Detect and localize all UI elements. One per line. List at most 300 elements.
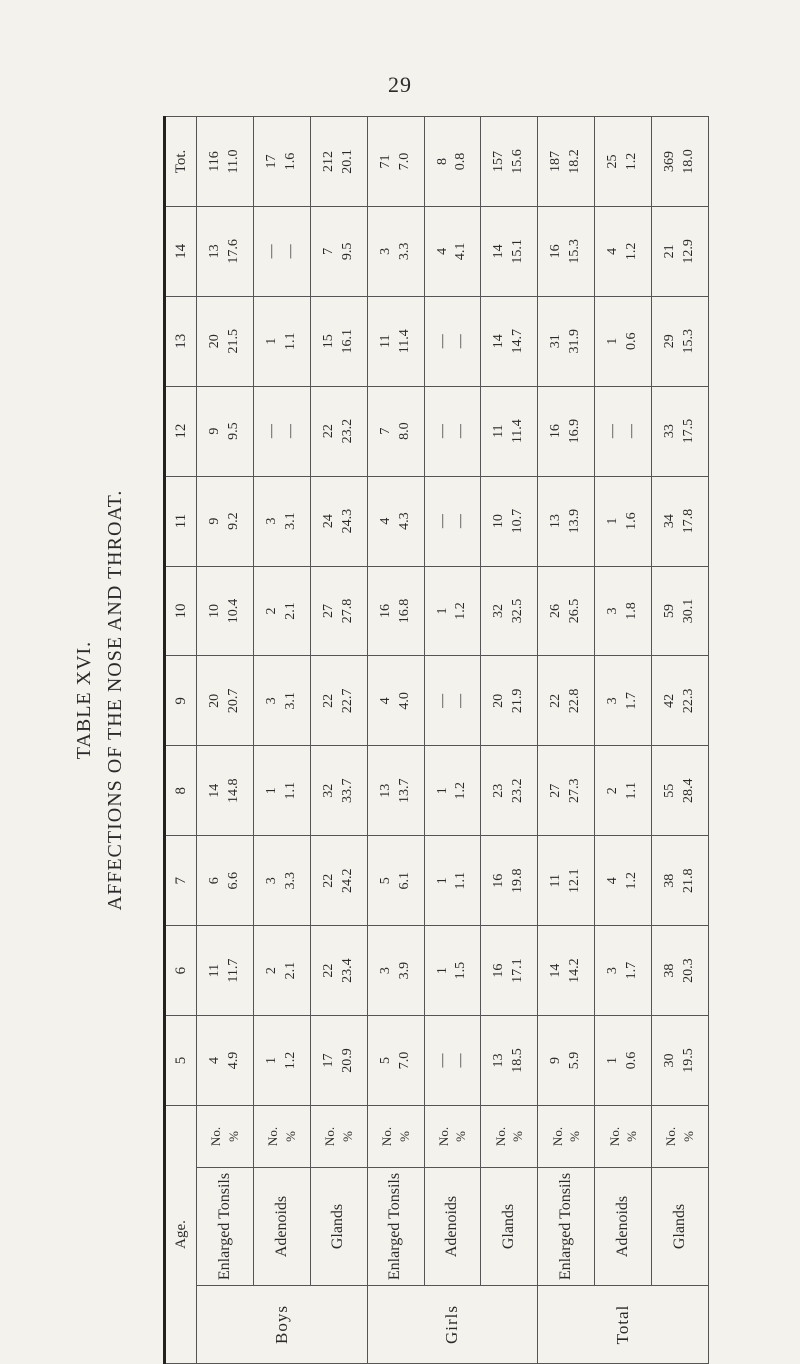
value-cell xyxy=(367,117,424,207)
count-value: 32 xyxy=(491,603,507,618)
count-value: 22 xyxy=(320,424,336,439)
value-cell xyxy=(652,296,709,386)
table-heading xyxy=(69,490,131,911)
value-cell xyxy=(310,566,367,656)
value-cell xyxy=(424,476,481,566)
percent-value: 12.9 xyxy=(681,239,696,264)
percent-value: 1.5 xyxy=(453,961,469,980)
count-value: 3 xyxy=(263,697,279,705)
count-value: 22 xyxy=(548,693,564,708)
count-value: 71 xyxy=(377,154,393,169)
count-value: 10 xyxy=(491,514,507,529)
count-value: 9 xyxy=(207,427,223,435)
count-value: 8 xyxy=(434,157,450,165)
empty-dash: — xyxy=(434,1053,450,1068)
percent-value: 21.9 xyxy=(510,688,526,714)
percent-value: 3.9 xyxy=(396,961,412,980)
percent-value: 19.8 xyxy=(510,868,526,893)
value-cell xyxy=(424,206,481,296)
percent-value: 11.0 xyxy=(225,149,241,174)
value-cell xyxy=(367,206,424,296)
group-label: Boys xyxy=(197,1286,368,1364)
value-cell xyxy=(197,206,254,296)
count-value: 13 xyxy=(207,244,223,259)
percent-value: 7.0 xyxy=(396,1051,412,1070)
count-value: 1 xyxy=(434,877,450,885)
count-value: 7 xyxy=(320,247,336,255)
table-row xyxy=(253,117,310,1364)
percent-value: 15.3 xyxy=(681,329,696,354)
percent-value: 11.4 xyxy=(510,419,526,444)
count-value: 187 xyxy=(548,150,564,172)
value-cell xyxy=(538,566,595,656)
count-value: 4 xyxy=(377,517,393,525)
value-cell xyxy=(595,206,652,296)
count-value: 3 xyxy=(377,967,393,975)
value-cell xyxy=(367,836,424,926)
value-cell xyxy=(424,296,481,386)
table-body xyxy=(197,117,709,1364)
percent-value: 0.6 xyxy=(624,1051,640,1070)
table-row xyxy=(595,117,652,1364)
no-label: No. xyxy=(379,1126,395,1147)
value-cell xyxy=(197,836,254,926)
count-value: 55 xyxy=(662,783,678,798)
age-column-header: 11 xyxy=(165,476,197,566)
count-value: 16 xyxy=(548,424,564,439)
empty-dash: — xyxy=(282,424,298,439)
table-row xyxy=(367,117,424,1364)
count-value: 17 xyxy=(320,1053,336,1068)
count-value: 11 xyxy=(491,424,507,438)
empty-dash: — xyxy=(453,424,469,439)
value-cell xyxy=(595,836,652,926)
percent-value: 7.0 xyxy=(396,152,412,171)
value-cell xyxy=(424,117,481,207)
value-cell xyxy=(424,926,481,1016)
percent-value: 21.8 xyxy=(681,868,696,893)
count-value: 20 xyxy=(491,693,507,708)
percent-value: 20.7 xyxy=(225,688,241,714)
percent-value: 22.7 xyxy=(339,688,355,714)
value-cell xyxy=(424,656,481,746)
value-cell xyxy=(253,476,310,566)
percent-value: 12.1 xyxy=(567,868,583,893)
count-value: 22 xyxy=(320,963,336,978)
percent-value: 9.5 xyxy=(225,422,241,440)
pct-label: % xyxy=(396,1131,412,1142)
count-value: 4 xyxy=(605,247,621,255)
count-value: 15 xyxy=(320,334,336,349)
value-cell xyxy=(595,117,652,207)
count-value: 9 xyxy=(548,1057,564,1065)
table-row xyxy=(310,117,367,1364)
value-cell xyxy=(652,746,709,836)
table-row xyxy=(538,117,595,1364)
count-value: 13 xyxy=(377,783,393,798)
count-value: 157 xyxy=(491,150,507,172)
percent-value: 24.3 xyxy=(339,508,355,534)
percent-value: 4.3 xyxy=(396,512,412,530)
value-cell xyxy=(652,206,709,296)
table-number: TABLE XVI. xyxy=(73,640,95,760)
value-cell xyxy=(538,746,595,836)
percent-value: 1.6 xyxy=(282,152,298,171)
value-cell xyxy=(652,386,709,476)
percent-value: 15.6 xyxy=(510,149,526,174)
percent-value: 3.3 xyxy=(282,871,298,890)
value-cell xyxy=(481,566,538,656)
page-number: 29 xyxy=(388,72,412,97)
percent-value: 2.1 xyxy=(282,961,298,980)
percent-value: 3.1 xyxy=(282,512,298,530)
age-column-header: 5 xyxy=(165,1016,197,1106)
percent-value: 20.9 xyxy=(339,1048,355,1073)
percent-value: 1.1 xyxy=(453,871,469,890)
count-value: 16 xyxy=(491,873,507,888)
value-cell xyxy=(538,386,595,476)
percent-value: 14.2 xyxy=(567,958,583,983)
value-cell xyxy=(481,656,538,746)
value-cell xyxy=(367,476,424,566)
count-value: 34 xyxy=(662,514,678,529)
count-value: 14 xyxy=(548,963,564,978)
percent-value: 13.9 xyxy=(567,508,583,534)
count-value: 369 xyxy=(662,150,678,172)
percent-value: 32.5 xyxy=(510,598,526,624)
percent-value: 4.0 xyxy=(396,692,412,710)
pct-label: % xyxy=(624,1131,640,1142)
value-cell xyxy=(367,566,424,656)
no-label: No. xyxy=(492,1126,508,1147)
percent-value: 1.1 xyxy=(624,782,640,800)
count-value: 21 xyxy=(662,244,678,259)
count-value: 31 xyxy=(548,334,564,349)
value-cell xyxy=(197,746,254,836)
table-row xyxy=(197,117,254,1364)
table-row xyxy=(481,117,538,1364)
value-cell xyxy=(367,926,424,1016)
value-cell xyxy=(197,296,254,386)
value-cell xyxy=(253,746,310,836)
value-cell xyxy=(197,656,254,746)
value-cell xyxy=(367,746,424,836)
count-value: 25 xyxy=(605,154,621,169)
count-value: 32 xyxy=(320,783,336,798)
value-cell xyxy=(424,386,481,476)
value-cell xyxy=(197,386,254,476)
no-pct-label xyxy=(538,1105,595,1167)
percent-value: 1.6 xyxy=(624,512,640,530)
count-value: 14 xyxy=(491,334,507,349)
value-cell xyxy=(481,206,538,296)
value-cell xyxy=(595,926,652,1016)
age-column-header: 8 xyxy=(165,746,197,836)
percent-value: 1.7 xyxy=(624,961,640,980)
percent-value: 13.7 xyxy=(396,778,412,804)
percent-value: 17.1 xyxy=(510,958,526,983)
percent-value: 11.7 xyxy=(225,958,241,983)
value-cell xyxy=(253,926,310,1016)
value-cell xyxy=(652,476,709,566)
empty-dash: — xyxy=(453,1053,469,1068)
value-cell xyxy=(197,926,254,1016)
age-column-header: 12 xyxy=(165,386,197,476)
percent-value: 1.1 xyxy=(282,332,298,351)
group-label: Girls xyxy=(367,1286,538,1364)
count-value: 1 xyxy=(434,967,450,975)
count-value: 4 xyxy=(207,1057,223,1065)
percent-value: 15.3 xyxy=(567,239,583,264)
count-value: 11 xyxy=(548,873,564,888)
affections-table xyxy=(163,116,709,1364)
value-cell xyxy=(253,566,310,656)
percent-value: 3.1 xyxy=(282,692,298,710)
category-label: Adenoids xyxy=(424,1168,481,1286)
percent-value: 18.5 xyxy=(510,1048,526,1073)
count-value: 16 xyxy=(377,603,393,618)
percent-value: 4.1 xyxy=(453,242,469,261)
percent-value: 3.3 xyxy=(396,242,412,261)
count-value: 2 xyxy=(263,607,279,615)
percent-value: 8.0 xyxy=(396,422,412,440)
empty-dash: — xyxy=(624,424,640,439)
age-column-header: Tot. xyxy=(165,117,197,207)
count-value: 24 xyxy=(320,514,336,529)
count-value: 5 xyxy=(377,1057,393,1065)
category-label: Glands xyxy=(481,1168,538,1286)
no-pct-label xyxy=(481,1105,538,1167)
pct-label: % xyxy=(453,1131,469,1142)
percent-value: 16.8 xyxy=(396,598,412,624)
value-cell xyxy=(595,746,652,836)
value-cell xyxy=(253,386,310,476)
percent-value: 14.7 xyxy=(510,329,526,354)
count-value: 7 xyxy=(377,427,393,435)
age-column-header: 13 xyxy=(165,296,197,386)
value-cell xyxy=(253,296,310,386)
percent-value: 17.6 xyxy=(225,239,241,264)
no-label: No. xyxy=(606,1126,622,1147)
table-title: AFFECTIONS OF THE NOSE AND THROAT. xyxy=(104,489,126,911)
value-cell xyxy=(310,746,367,836)
count-value: 9 xyxy=(207,517,223,525)
category-label: Enlarged Tonsils xyxy=(367,1168,424,1286)
count-value: 26 xyxy=(548,603,564,618)
percent-value: 27.3 xyxy=(567,778,583,804)
count-value: 1 xyxy=(605,1057,621,1065)
no-pct-label xyxy=(310,1105,367,1167)
value-cell xyxy=(595,476,652,566)
count-value: 20 xyxy=(207,693,223,708)
empty-dash: — xyxy=(434,693,450,708)
percent-value: 1.1 xyxy=(282,782,298,800)
empty-dash: — xyxy=(282,244,298,259)
value-cell xyxy=(253,836,310,926)
value-cell xyxy=(538,926,595,1016)
percent-value: 1.2 xyxy=(453,602,469,620)
value-cell xyxy=(481,117,538,207)
percent-value: 17.5 xyxy=(681,418,696,444)
value-cell xyxy=(595,386,652,476)
no-label: No. xyxy=(322,1126,338,1147)
count-value: 33 xyxy=(662,424,678,439)
value-cell xyxy=(367,386,424,476)
no-pct-label xyxy=(424,1105,481,1167)
percent-value: 19.5 xyxy=(681,1048,696,1073)
count-value: 59 xyxy=(662,603,678,618)
percent-value: 23.4 xyxy=(339,958,355,983)
pct-label: % xyxy=(339,1131,355,1142)
value-cell xyxy=(310,836,367,926)
no-label: No. xyxy=(265,1126,281,1147)
count-value: 29 xyxy=(662,334,678,349)
percent-value: 5.9 xyxy=(567,1051,583,1070)
value-cell xyxy=(538,836,595,926)
count-value: 3 xyxy=(605,967,621,975)
value-cell xyxy=(197,476,254,566)
no-label: No. xyxy=(663,1126,679,1147)
no-pct-label xyxy=(367,1105,424,1167)
value-cell xyxy=(424,746,481,836)
percent-value: 21.5 xyxy=(225,329,241,354)
value-cell xyxy=(481,746,538,836)
value-cell xyxy=(424,836,481,926)
value-cell xyxy=(538,476,595,566)
count-value: 1 xyxy=(263,787,279,795)
count-value: 11 xyxy=(207,963,223,978)
category-label: Glands xyxy=(652,1168,709,1286)
empty-dash: — xyxy=(605,424,621,439)
count-value: 27 xyxy=(548,783,564,798)
percent-value: 1.8 xyxy=(624,602,640,620)
count-value: 2 xyxy=(605,787,621,795)
value-cell xyxy=(310,656,367,746)
value-cell xyxy=(538,206,595,296)
pct-label: % xyxy=(510,1131,526,1142)
age-header: Age. xyxy=(165,1105,197,1363)
table-row xyxy=(424,117,481,1364)
table-row xyxy=(652,117,709,1364)
value-cell xyxy=(538,296,595,386)
percent-value: 26.5 xyxy=(567,598,583,624)
value-cell xyxy=(595,566,652,656)
count-value: 3 xyxy=(605,697,621,705)
percent-value: 2.1 xyxy=(282,602,298,620)
percent-value: 24.2 xyxy=(339,868,355,893)
value-cell xyxy=(367,656,424,746)
percent-value: 9.5 xyxy=(339,242,355,261)
count-value: 212 xyxy=(320,150,336,172)
value-cell xyxy=(310,1016,367,1106)
value-cell xyxy=(424,566,481,656)
no-pct-label xyxy=(595,1105,652,1167)
pct-label: % xyxy=(567,1131,583,1142)
no-label: No. xyxy=(435,1126,451,1147)
percent-value: 1.2 xyxy=(624,242,640,261)
no-pct-label xyxy=(197,1105,254,1167)
count-value: 2 xyxy=(263,967,279,975)
percent-value: 18.0 xyxy=(681,149,696,174)
count-value: 10 xyxy=(207,603,223,618)
value-cell xyxy=(253,656,310,746)
percent-value: 16.9 xyxy=(567,418,583,444)
count-value: 20 xyxy=(207,334,223,349)
empty-dash: — xyxy=(263,244,279,259)
count-value: 1 xyxy=(605,517,621,525)
count-value: 116 xyxy=(207,151,223,172)
percent-value: 10.4 xyxy=(225,598,241,624)
pct-label: % xyxy=(225,1131,241,1142)
percent-value: 1.2 xyxy=(624,152,640,171)
pct-label: % xyxy=(681,1131,696,1142)
age-column-header: 10 xyxy=(165,566,197,656)
percent-value: 30.1 xyxy=(681,598,696,624)
percent-value: 16.1 xyxy=(339,329,355,354)
count-value: 3 xyxy=(377,247,393,255)
percent-value: 1.7 xyxy=(624,692,640,710)
percent-value: 15.1 xyxy=(510,239,526,264)
no-pct-label xyxy=(253,1105,310,1167)
count-value: 1 xyxy=(605,337,621,345)
value-cell xyxy=(538,117,595,207)
percent-value: 14.8 xyxy=(225,778,241,804)
value-cell xyxy=(310,296,367,386)
no-label: No. xyxy=(549,1126,565,1147)
value-cell xyxy=(652,656,709,746)
value-cell xyxy=(310,117,367,207)
value-cell xyxy=(595,1016,652,1106)
percent-value: 4.9 xyxy=(225,1051,241,1070)
value-cell xyxy=(310,476,367,566)
no-label: No. xyxy=(208,1126,224,1147)
percent-value: 1.2 xyxy=(282,1051,298,1070)
percent-value: 23.2 xyxy=(510,778,526,804)
count-value: 23 xyxy=(491,783,507,798)
percent-value: 17.8 xyxy=(681,508,696,534)
count-value: 38 xyxy=(662,963,678,978)
value-cell xyxy=(197,1016,254,1106)
count-value: 1 xyxy=(263,337,279,345)
count-value: 1 xyxy=(263,1057,279,1065)
value-cell xyxy=(652,117,709,207)
pct-label: % xyxy=(282,1131,298,1142)
count-value: 4 xyxy=(605,877,621,885)
value-cell xyxy=(310,386,367,476)
age-column-header: 7 xyxy=(165,836,197,926)
percent-value: 0.6 xyxy=(624,332,640,351)
age-column-header: 6 xyxy=(165,926,197,1016)
count-value: 13 xyxy=(491,1053,507,1068)
count-value: 27 xyxy=(320,603,336,618)
count-value: 38 xyxy=(662,873,678,888)
value-cell xyxy=(481,836,538,926)
data-table-container xyxy=(163,116,709,1364)
percent-value: 18.2 xyxy=(567,149,583,174)
count-value: 22 xyxy=(320,693,336,708)
count-value: 4 xyxy=(377,697,393,705)
value-cell xyxy=(310,926,367,1016)
empty-dash: — xyxy=(453,514,469,529)
percent-value: 1.2 xyxy=(624,871,640,890)
empty-dash: — xyxy=(434,334,450,349)
count-value: 16 xyxy=(491,963,507,978)
value-cell xyxy=(481,296,538,386)
category-label: Adenoids xyxy=(253,1168,310,1286)
percent-value: 1.2 xyxy=(453,782,469,800)
value-cell xyxy=(197,566,254,656)
value-cell xyxy=(538,656,595,746)
